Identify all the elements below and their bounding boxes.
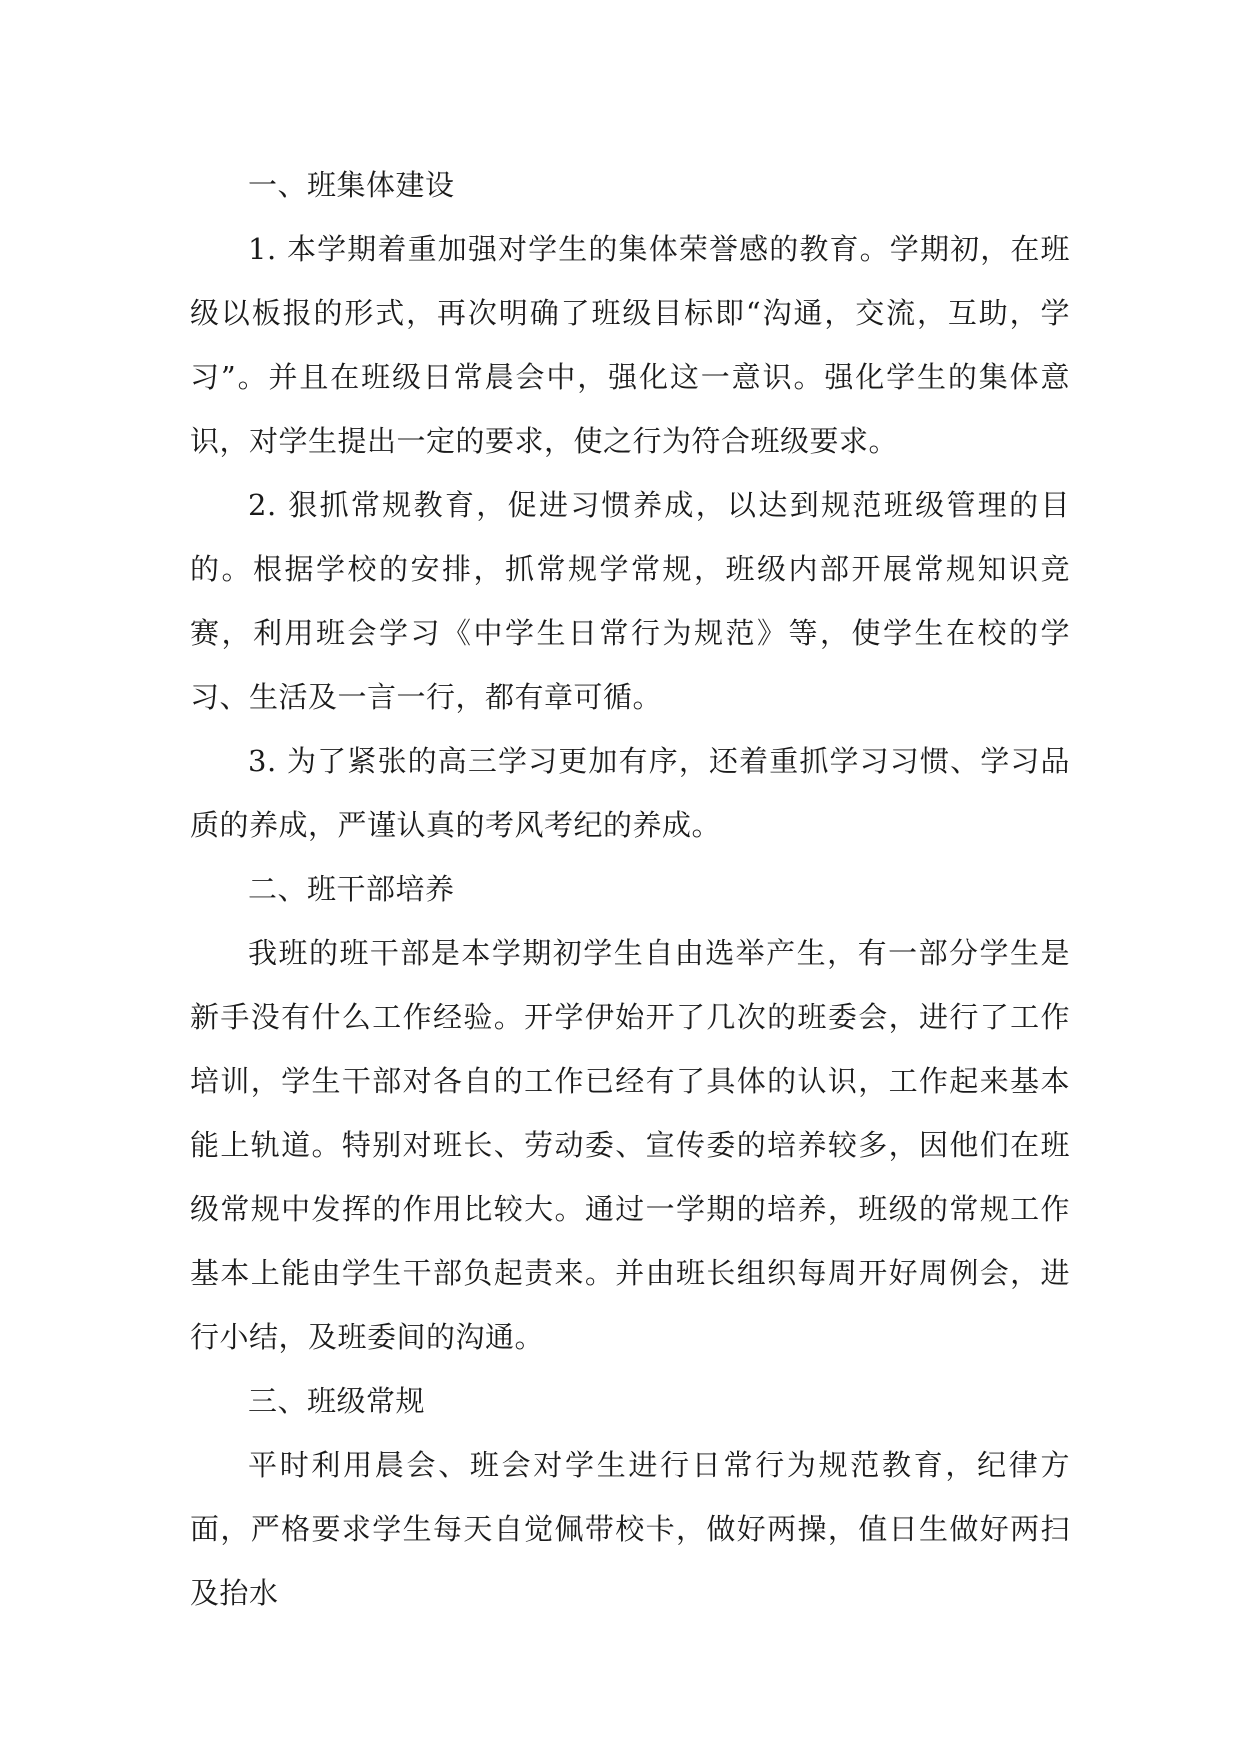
section-heading-2: 二、班干部培养 (248, 872, 455, 906)
paragraph-4: 我班的班干部是本学期初学生自由选举产生，有一部分学生是新手没有什么工作经验。开学伊始开了几次的班委会，进行了工作培训，学生干部对各自的工作已经有了具体的认识，工作起来基本能上轨道。特别对班长、劳动委、宣传委的培养较多，因他们在班级常规中发挥的作用比较大。通过一学期的培养，班级的常规工作基本上能由学生干部负起责来。并由班长组织每周开好周例会，进行小结，及班委间的沟通。 (190, 936, 1070, 1354)
paragraph-1: 1. 本学期着重加强对学生的集体荣誉感的教育。学期初，在班级以板报的形式，再次明确了班级目标即“沟通，交流，互助，学习”。并且在班级日常晨会中，强化这一意识。强化学生的集体意识，对学生提出一定的要求，使之行为符合班级要求。 (190, 232, 1070, 458)
paragraph-5: 平时利用晨会、班会对学生进行日常行为规范教育，纪律方面，严格要求学生每天自觉佩带校卡，做好两操，值日生做好两扫及抬水 (190, 1448, 1070, 1610)
document-body (190, 153, 1070, 1625)
paragraph-2: 2. 狠抓常规教育，促进习惯养成，以达到规范班级管理的目的。根据学校的安排，抓常规学常规，班级内部开展常规知识竞赛，利用班会学习《中学生日常行为规范》等，使学生在校的学习、生活及一言一行，都有章可循。 (190, 488, 1070, 714)
section-heading-3: 三、班级常规 (248, 1384, 426, 1418)
section-heading-1: 一、班集体建设 (248, 168, 455, 202)
paragraph-3: 3. 为了紧张的高三学习更加有序，还着重抓学习习惯、学习品质的养成，严谨认真的考风考纪的养成。 (190, 744, 1070, 842)
